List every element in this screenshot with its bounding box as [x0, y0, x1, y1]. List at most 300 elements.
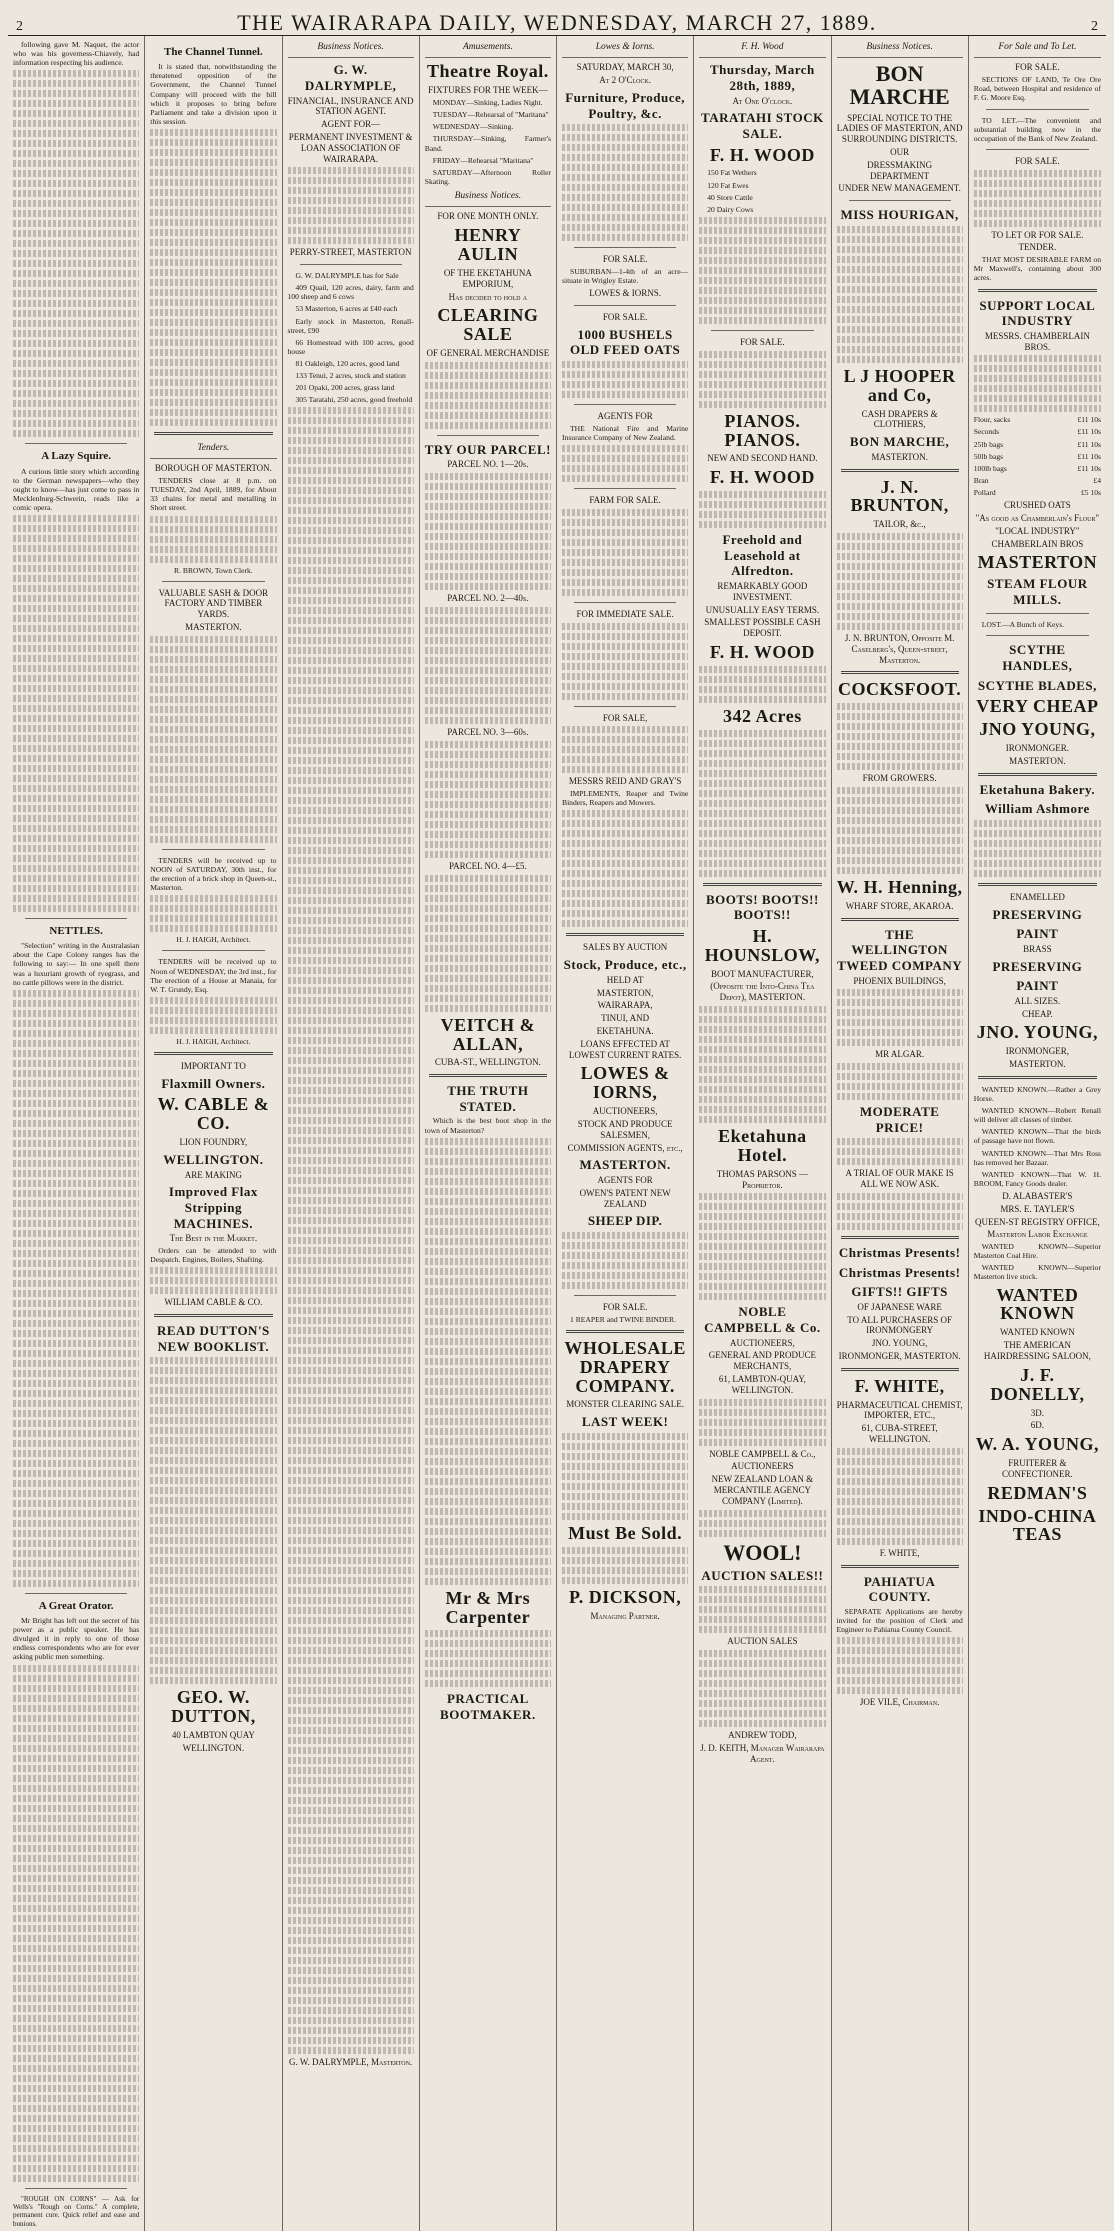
- advert-title: SCYTHE BLADES,: [977, 677, 1097, 693]
- company-subtitle: STOCK AND PRODUCE SALESMEN,: [577, 1118, 673, 1140]
- divider: [25, 2188, 127, 2189]
- price-value: £11 10s: [1077, 439, 1101, 449]
- advert-heading: TENDER.: [1018, 242, 1057, 253]
- text-block: [837, 989, 963, 1046]
- product-name: PRESERVING: [992, 958, 1083, 974]
- text-block: [425, 1138, 551, 1585]
- advertiser-name: F. H. WOOD: [709, 641, 815, 662]
- advert-text: LOST.—A Bunch of Keys.: [981, 620, 1065, 630]
- text-block: [150, 516, 276, 563]
- text-block: [699, 1650, 825, 1727]
- advert-title: PIANOS. PIANOS.: [724, 410, 801, 450]
- divider: [841, 1236, 959, 1239]
- divider: [437, 435, 539, 436]
- advertiser-name: JNO YOUNG,: [979, 719, 1096, 740]
- advert-text: WANTED KNOWN—That Mrs Ross has removed her Bazaar.: [973, 1148, 1101, 1167]
- advert-text: WANTED KNOWN—Robert Renall will deliver all classes of timber.: [973, 1106, 1101, 1125]
- advert-signature: F. WHITE,: [879, 1547, 920, 1558]
- advert-title: THE TRUTH STATED.: [447, 1083, 529, 1114]
- page-number-right: 2: [1091, 19, 1098, 34]
- advert-title: Furniture, Produce, Poultry, &c.: [565, 89, 686, 121]
- text-block: [288, 167, 414, 244]
- advert-signature: H. J. HAIGH, Architect.: [176, 935, 251, 945]
- text-block: [837, 1637, 963, 1694]
- advert-text: LOANS EFFECTED AT LOWEST CURRENT RATES.: [568, 1038, 682, 1060]
- list-item: 20 Dairy Cows: [707, 204, 754, 214]
- price-item: 100lb bags: [973, 463, 1007, 473]
- price-item: 50lb bags: [973, 451, 1004, 461]
- divider: [841, 1565, 959, 1568]
- section-heading: Business Notices.: [837, 40, 963, 58]
- list-item: 120 Fat Ewes: [707, 180, 749, 190]
- advert-text: Has decided to hold a: [448, 291, 528, 302]
- advert-subheading: OF JAPANESE WARE: [857, 1301, 942, 1312]
- advert-text: AGENT FOR—: [321, 119, 381, 130]
- advert-text: IMPLEMENTS, Reaper and Twine Binders, Reapers and Mowers.: [562, 789, 689, 808]
- divider: [154, 1314, 272, 1317]
- advert-title: BON MARCHE: [849, 61, 950, 110]
- list-item: SATURDAY—Afternoon Roller Skating.: [424, 167, 551, 186]
- company-name: WHOLESALE DRAPERY COMPANY.: [564, 1337, 686, 1396]
- text-block: [425, 741, 551, 858]
- company-name: L J HOOPER and Co,: [843, 365, 956, 405]
- divider: [841, 918, 959, 921]
- divider: [162, 849, 264, 850]
- advert-text: WANTED KNOWN—That the birds of passage have not flown.: [973, 1127, 1101, 1146]
- advert-signature: ANDREW TODD,: [728, 1730, 797, 1741]
- advertiser-name: HENRY AULIN: [454, 225, 522, 265]
- advert-title: BOOTS! BOOTS!! BOOTS!!: [705, 891, 819, 923]
- price-row: [974, 464, 1101, 473]
- price-value: £4: [1093, 475, 1101, 485]
- advert-signature: G. W. DALRYMPLE, Masterton.: [289, 2057, 413, 2068]
- advert-text: ALL SIZES.: [1014, 995, 1061, 1006]
- advert-subheading: At One O'clock.: [732, 95, 793, 106]
- text-block: [699, 1193, 825, 1300]
- advert-text: WANTED KNOWN.—Rather a Grey Horse.: [973, 1084, 1101, 1103]
- text-block: [699, 1006, 825, 1123]
- advert-text: CHEAP.: [1021, 1008, 1053, 1019]
- advert-title: Christmas Presents!: [838, 1264, 961, 1280]
- company-name: VEITCH & ALLAN,: [440, 1014, 536, 1054]
- text-block: [425, 875, 551, 1012]
- divider: [978, 883, 1097, 886]
- company-town: MASTERTON.: [1009, 755, 1066, 766]
- advert-text: REMARKABLY GOOD INVESTMENT.: [717, 580, 808, 602]
- company-address: 61, CUBA-STREET, WELLINGTON.: [861, 1423, 938, 1445]
- advert-text: TENDERS will be received up to Noon of WEDNESDAY, the 3rd inst., for The erection of a House at Manaia, for W. T. Grundy, Esq.: [150, 957, 277, 994]
- list-item: 150 Fat Wethers: [707, 168, 757, 178]
- advert-title: Stock, Produce, etc.,: [563, 957, 687, 973]
- advert-signature: J. D. KEITH, Manager Wairarapa Agent.: [700, 1742, 825, 1764]
- advert-text: PERMANENT INVESTMENT & LOAN ASSOCIATION OF WAIRARAPA.: [288, 131, 413, 164]
- company-subtitle: PHARMACEUTICAL CHEMIST, IMPORTER, ETC.,: [836, 1399, 963, 1421]
- company-address: CUBA-ST., WELLINGTON.: [434, 1057, 541, 1068]
- company-town: MASTERTON.: [1009, 1059, 1066, 1070]
- text-block: [837, 1448, 963, 1545]
- advert-heading: FOR SALE.: [1015, 62, 1060, 73]
- text-block: [13, 515, 139, 912]
- price-row: [974, 427, 1101, 436]
- divider: [25, 1593, 127, 1594]
- price-item: Bran: [973, 475, 989, 485]
- text-block: [425, 607, 551, 724]
- price-item: Seconds: [973, 427, 1000, 437]
- advert-title: GIFTS!! GIFTS: [851, 1284, 948, 1300]
- advert-text: SUBURBAN—1-4th of an acre—situate in Wrigley Estate.: [562, 266, 689, 286]
- columns: [8, 36, 1106, 2228]
- list-item: 201 Opaki, 200 acres, grass land: [295, 383, 395, 393]
- price-value: £11 10s: [1077, 427, 1101, 437]
- advert-heading: FOR SALE.: [602, 1301, 648, 1312]
- advert-text: UNDER NEW MANAGEMENT.: [838, 183, 961, 194]
- text-block: [150, 1267, 276, 1294]
- list-item: 409 Quail, 120 acres, dairy, farm and 100 sheep and 6 cows: [287, 283, 414, 302]
- advert-signature: JOE VILE, Chairman.: [859, 1697, 940, 1708]
- divider: [986, 613, 1089, 614]
- advertiser-name: J. F. DONELLY,: [990, 1364, 1085, 1404]
- advertiser-name: MISS HOURIGAN,: [840, 207, 959, 223]
- text-block: [837, 1193, 963, 1230]
- advertiser-name: William Ashmore: [984, 801, 1090, 817]
- section-heading: Lowes & Iorns.: [562, 40, 688, 58]
- advert-text: G. W. DALRYMPLE has for Sale: [295, 271, 399, 281]
- text-block: [837, 787, 963, 874]
- advert-title: COCKSFOOT.: [838, 679, 962, 700]
- advert-heading: SALES BY AUCTION: [583, 942, 668, 953]
- column-5: [557, 36, 694, 2231]
- text-block: [837, 226, 963, 363]
- advert-text: TENDERS close at 8 p.m. on TUESDAY, 2nd April, 1889, for About 33 chains for metal and metalling in Short street.: [150, 476, 277, 513]
- advert-text: WANTED KNOWN—That W. H. BROOM, Fancy Goods dealer.: [973, 1169, 1101, 1188]
- text-block: [13, 1665, 139, 2182]
- company-address: WHARF STORE, AKAROA.: [845, 901, 954, 912]
- advertiser-name: Mr & Mrs Carpenter: [445, 1587, 531, 1627]
- text-block: [562, 726, 688, 773]
- list-item: PARCEL NO. 1—20s.: [447, 459, 529, 470]
- advertiser-name: P. DICKSON,: [568, 1586, 682, 1607]
- advert-heading: FOR SALE,: [602, 712, 648, 723]
- advert-text: FROM GROWERS.: [862, 773, 937, 784]
- company-name: W. CABLE & CO.: [157, 1094, 270, 1134]
- advert-subheading: MONSTER CLEARING SALE.: [566, 1399, 684, 1410]
- place-name: MASTERTON,: [596, 987, 654, 998]
- divider: [703, 883, 821, 886]
- company-subtitle: GENERAL AND PRODUCE MERCHANTS,: [708, 1350, 816, 1372]
- divider: [574, 706, 676, 707]
- company-subtitle: BOOT MANUFACTURER,: [711, 968, 814, 979]
- price-item: Pollard: [973, 488, 996, 497]
- place-name: EKETAHUNA.: [596, 1025, 654, 1036]
- list-item: Early stock in Masterton, Renall-street, £90: [287, 316, 414, 335]
- divider: [162, 581, 264, 582]
- advert-heading: Thursday, March 28th, 1889,: [709, 62, 815, 93]
- text-block: [150, 997, 276, 1034]
- divider: [300, 264, 402, 265]
- advert-heading: TO LET OR FOR SALE.: [991, 229, 1084, 240]
- text-block: [699, 666, 825, 703]
- company-town: MASTERTON.: [871, 451, 928, 462]
- column-6: [694, 36, 831, 2231]
- company-name: CHAMBERLAIN BROS: [991, 538, 1084, 549]
- advert-title: SCYTHE HANDLES,: [1002, 642, 1073, 674]
- company-name: NOBLE CAMPBELL & Co.: [704, 1304, 821, 1336]
- company-address: 40 LAMBTON QUAY: [171, 1729, 255, 1740]
- price-value: 6D.: [1030, 1420, 1044, 1431]
- advert-text: THOMAS PARSONS — Proprietor.: [716, 1168, 808, 1190]
- advert-text: UNUSUALLY EASY TERMS.: [705, 604, 820, 615]
- column-2: [145, 36, 282, 2231]
- company-subtitle: FRUITERER & CONFECTIONER.: [1001, 1458, 1073, 1479]
- divider: [978, 773, 1097, 776]
- list-item: PARCEL NO. 2—40s.: [447, 593, 529, 604]
- advert-signature: J. N. BRUNTON, Opposite M. Caselberg's, Queen-street, Masterton.: [844, 633, 955, 665]
- list-item: 305 Taratahi, 250 acres, good freehold: [295, 395, 413, 405]
- company-name: QUEEN-ST REGISTRY OFFICE,: [974, 1216, 1100, 1227]
- company-subtitle: CASH DRAPERS & CLOTHIERS,: [861, 408, 938, 430]
- advertiser-name: W. H. Henning,: [836, 877, 963, 898]
- list-item: PARCEL NO. 4—£5.: [448, 860, 527, 871]
- divider: [574, 404, 676, 405]
- company-subtitle: AUCTIONEERS,: [592, 1106, 658, 1117]
- company-address: PHOENIX BUILDINGS,: [853, 975, 946, 986]
- advert-title: MODERATE PRICE!: [859, 1104, 940, 1135]
- company-town: WELLINGTON.: [182, 1742, 245, 1753]
- advert-text: HELD AT: [606, 974, 644, 985]
- company-name: LOWES & IORNS,: [580, 1063, 670, 1103]
- advert-title: SUPPORT LOCAL INDUSTRY: [979, 297, 1096, 329]
- advert-text: SECTIONS OF LAND, Te Ore Ore Road, between Hospital and residence of F. G. Moore Esq.: [973, 75, 1101, 103]
- advertiser-name: J. N. BRUNTON,: [850, 476, 949, 516]
- advert-heading: FARM FOR SALE.: [589, 494, 661, 505]
- company-subtitle: IRONMONGER.: [1005, 743, 1069, 754]
- section-heading: Amusements.: [425, 40, 551, 58]
- article-text: A curious little story which according to the German newspapers—who they ought to know—has just come to pass in Mecklenburg-Schwerin, reads like a comic opera.: [13, 466, 140, 512]
- divider: [986, 635, 1089, 636]
- advert-title: Christmas Presents!: [838, 1245, 961, 1261]
- price-row: [974, 415, 1101, 424]
- advert-title: PAHIATUA COUNTY.: [863, 1573, 936, 1605]
- section-heading: Business Notices.: [425, 189, 551, 207]
- text-block: [425, 473, 551, 590]
- price-value: £11 10s: [1077, 463, 1101, 473]
- advert-title: PRACTICAL BOOTMAKER.: [440, 1691, 536, 1723]
- advert-heading: AUCTION SALES: [727, 1636, 798, 1647]
- company-town: WELLINGTON.: [163, 1151, 264, 1167]
- advert-text: OUR: [890, 146, 910, 157]
- advert-title: TARATAHI STOCK SALE.: [701, 110, 824, 141]
- advert-subheading: FOR ONE MONTH ONLY.: [437, 211, 539, 222]
- price-item: Flour, sacks: [973, 415, 1011, 425]
- divider: [566, 1330, 684, 1333]
- list-item: 40 Store Cattle: [707, 192, 753, 202]
- advertiser-name: JNO. YOUNG,: [871, 1338, 928, 1349]
- list-item: 66 Homestead with 100 acres, good house: [287, 337, 414, 356]
- company-name: THE WELLINGTON TWEED COMPANY: [837, 926, 963, 974]
- list-item: THURSDAY—Sinking, Farmer's Band.: [424, 134, 551, 153]
- company-name: STEAM FLOUR MILLS.: [987, 576, 1088, 607]
- section-heading: F. H. Wood: [699, 40, 825, 58]
- advert-signature: LOWES & IORNS.: [589, 288, 661, 299]
- advert-title: Eketahuna Hotel.: [718, 1126, 807, 1165]
- advert-text: "ROUGH ON CORNS" — Ask for Wells's "Rough on Corns." A complete, permanent cure. Quick relief and ease and bunions.: [13, 2194, 140, 2228]
- text-block: [699, 351, 825, 408]
- text-block: [699, 217, 825, 324]
- advert-text: SPECIAL NOTICE TO THE LADIES OF MASTERTON, AND SURROUNDING DISTRICTS.: [836, 112, 963, 145]
- advert-text: TO ALL PURCHASERS OF IRONMONGERY: [847, 1314, 953, 1336]
- text-block: [837, 1063, 963, 1100]
- advert-heading: BOROUGH OF MASTERTON.: [154, 463, 272, 474]
- advert-text: 1 REAPER and TWINE BINDER.: [570, 1314, 676, 1324]
- company-name: BON MARCHE,: [849, 434, 950, 450]
- advert-text: THE National Fire and Marine Insurance Company of New Zealand.: [562, 423, 689, 442]
- advert-title: Eketahuna Bakery.: [979, 781, 1096, 797]
- section-heading: Business Notices.: [288, 40, 414, 58]
- advert-text: WANTED KNOWN—Superior Masterton live stock.: [973, 1263, 1101, 1282]
- advert-title: Must Be Sold.: [568, 1522, 683, 1543]
- advertiser-name: W. A. YOUNG,: [975, 1434, 1099, 1455]
- advertiser-name: MR ALGAR.: [875, 1049, 925, 1060]
- divider: [574, 1295, 676, 1296]
- column-4: [420, 36, 557, 2231]
- advert-text: Orders can be attended to with Despatch. Engines, Boilers, Shafting.: [150, 1245, 277, 1265]
- company-name: GEO. W. DUTTON,: [171, 1687, 256, 1726]
- text-block: [699, 730, 825, 877]
- advert-subheading: MASTERTON.: [185, 622, 242, 633]
- advert-text: TENDERS will be received up to NOON of SATURDAY, 30th inst., for the erection of a brick shop in Queen-st., Masterton.: [150, 855, 277, 893]
- text-block: [699, 1510, 825, 1537]
- text-block: [699, 1399, 825, 1446]
- article-title: A Great Orator.: [38, 1599, 114, 1612]
- divider: [574, 247, 676, 248]
- text-block: [699, 1586, 825, 1633]
- advert-heading: VALUABLE SASH & DOOR FACTORY AND TIMBER YARDS.: [158, 587, 269, 620]
- advert-text: THAT MOST DESIRABLE FARM on Mr Maxwell's, containing about 300 acres.: [973, 255, 1101, 283]
- advert-text: The Best in the Market.: [169, 1233, 258, 1244]
- text-block: [837, 1138, 963, 1165]
- price-value: £5 10s: [1080, 488, 1101, 497]
- product-name: PAINT: [1016, 926, 1059, 942]
- company-town: MASTERTON.: [579, 1157, 671, 1173]
- section-heading: For Sale and To Let.: [974, 40, 1101, 58]
- company-town: MASTERTON: [977, 552, 1098, 573]
- divider: [841, 671, 959, 674]
- advert-heading: FOR IMMEDIATE SALE.: [576, 608, 674, 619]
- advert-heading: AGENTS FOR: [597, 1174, 653, 1185]
- text-block: [562, 445, 688, 482]
- company-name: THE AMERICAN HAIRDRESSING SALOON,: [983, 1340, 1091, 1361]
- advert-text: TO LET.—The convenient and substantial building now in the occupation of the Bank of New Zealand.: [973, 115, 1101, 143]
- advert-title: LAST WEEK!: [581, 1414, 669, 1430]
- advert-subheading: CRUSHED OATS: [1003, 500, 1071, 511]
- advert-title: TRY OUR PARCEL!: [424, 441, 551, 457]
- advert-text: WANTED KNOWN—Superior Masterton Coal Hire.: [973, 1242, 1101, 1261]
- advert-heading: FOR SALE.: [602, 311, 648, 322]
- advert-text: DRESSMAKING DEPARTMENT: [867, 159, 933, 181]
- advertiser-name: F. H. WOOD: [709, 467, 815, 488]
- company-subtitle: AUCTIONEERS: [731, 1461, 794, 1472]
- advert-title: VERY CHEAP: [976, 696, 1099, 717]
- text-block: [837, 703, 963, 770]
- product-category: BRASS: [1023, 943, 1052, 954]
- text-block: [562, 1433, 688, 1520]
- price-row: [974, 452, 1101, 461]
- divider: [978, 289, 1097, 292]
- list-item: MONDAY—Sinking, Ladies Night.: [432, 98, 543, 108]
- advert-heading: MESSRS REID AND GRAY'S: [568, 776, 682, 787]
- divider: [849, 200, 951, 201]
- column-7: [832, 36, 969, 2231]
- divider: [574, 305, 676, 306]
- price-item: 25lb bags: [973, 439, 1004, 449]
- company-name: NOBLE CAMPBELL & Co.,: [709, 1448, 816, 1459]
- text-block: [974, 820, 1101, 877]
- article-text: following gave M. Naquet, the actor who was his governess-Chiavely, had information respecting his audience.: [13, 40, 140, 68]
- advert-text: "LOCAL INDUSTRY": [995, 525, 1080, 536]
- divider: [25, 918, 127, 919]
- product-name: PAINT: [1016, 978, 1059, 994]
- advert-title: 342 Acres: [723, 705, 802, 726]
- advertiser-name: D. ALABASTER'S: [1002, 1190, 1073, 1201]
- text-block: [562, 124, 688, 241]
- text-block: [562, 1547, 688, 1584]
- advertiser-name: JNO. YOUNG,: [976, 1022, 1099, 1043]
- advert-title: Freehold and Leasehold at Alfredton.: [722, 532, 803, 579]
- divider: [574, 488, 676, 489]
- text-block: [562, 623, 688, 700]
- divider: [978, 1076, 1097, 1079]
- advert-title: 1000 BUSHELS OLD FEED OATS: [569, 326, 681, 358]
- product-name: Improved Flax Stripping MACHINES.: [168, 1184, 258, 1231]
- article-text: Mr Bright has left out the secret of his power as a public speaker. He has divulged it in reply to one of those endless correspondents who are for ever asking public men something.: [13, 1615, 140, 1662]
- text-block: [425, 362, 551, 429]
- divider: [986, 149, 1089, 150]
- advert-subheading: NEW AND SECOND HAND.: [707, 453, 818, 464]
- company-name: MESSRS. CHAMBERLAIN BROS.: [984, 330, 1090, 352]
- company-subtitle: LION FOUNDRY,: [179, 1137, 248, 1148]
- divider: [154, 432, 272, 435]
- advertiser-name: F. H. WOOD: [709, 144, 815, 165]
- company-subtitle: IRONMONGER,: [1005, 1046, 1069, 1057]
- company-name: NEW ZEALAND LOAN & MERCANTILE AGENCY COMPANY (Limited).: [711, 1474, 814, 1506]
- text-block: [974, 355, 1101, 412]
- advert-text: SMALLEST POSSIBLE CASH DEPOSIT.: [704, 617, 821, 639]
- advert-text: "As good as Chamberlain's Flour": [975, 512, 1100, 523]
- advertiser-name: H. HOUNSLOW,: [704, 925, 821, 965]
- article-title: The Channel Tunnel.: [164, 46, 263, 58]
- advert-title: Flaxmill Owners.: [161, 1075, 266, 1091]
- company-address: IRONMONGER, MASTERTON.: [838, 1350, 961, 1361]
- place-name: TINUI, AND: [601, 1013, 650, 1024]
- text-block: [562, 509, 688, 596]
- column-8: [969, 36, 1106, 2231]
- article-title: A Lazy Squire.: [41, 450, 112, 463]
- list-item: 133 Tenui, 2 acres, stock and station: [295, 371, 406, 381]
- advert-text: OWEN'S PATENT NEW ZEALAND: [579, 1187, 671, 1209]
- divider: [841, 469, 959, 472]
- text-block: [150, 1357, 276, 1684]
- section-heading: Tenders.: [150, 441, 276, 459]
- article-title: NETTLES.: [49, 925, 103, 938]
- place-name: WAIRARAPA,: [597, 1000, 653, 1011]
- advert-signature: WILLIAM CABLE & CO.: [164, 1297, 263, 1308]
- advertiser-name: F. WHITE,: [854, 1375, 945, 1396]
- text-block: [562, 361, 688, 398]
- advert-title: WANTED KNOWN: [996, 1284, 1079, 1324]
- company-address: 61, LAMBTON-QUAY, WELLINGTON.: [718, 1374, 806, 1395]
- advert-signature: H. J. HAIGH, Architect.: [176, 1036, 251, 1046]
- text-block: [13, 990, 139, 1587]
